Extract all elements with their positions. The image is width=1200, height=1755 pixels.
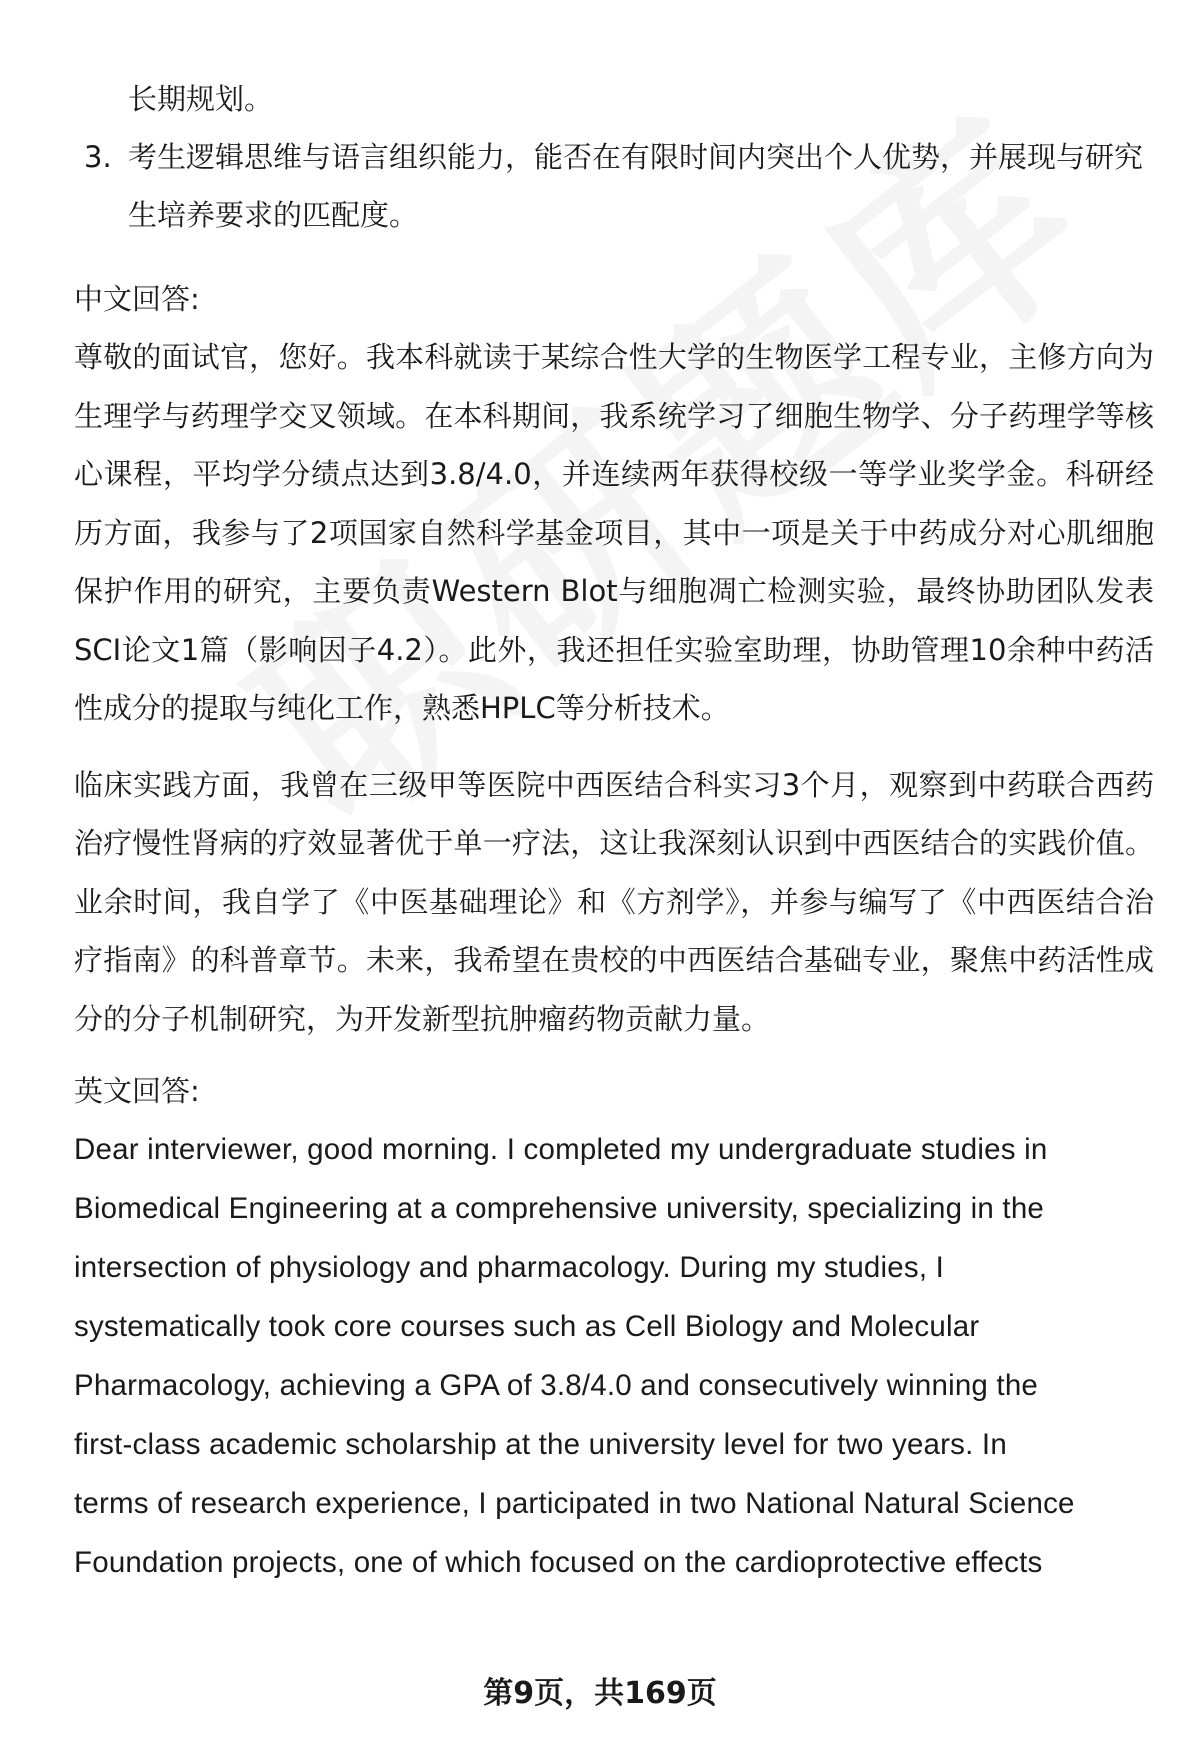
english-line: first-class academic scholarship at the university level for two years. In (74, 1428, 1007, 1461)
english-paragraph (74, 1120, 1154, 1592)
list-continuation: 长期规划。 (128, 82, 274, 116)
page-content (74, 70, 1154, 1592)
chinese-paragraph-2: 临床实践方面，我曾在三级甲等医院中西医结合科实习3个月，观察到中药联合西药治疗慢性肾病的疗效显著优于单一疗法，这让我深刻认识到中西医结合的实践价值。业余时间，我自学了《中医基础理论》和《方剂学》，并参与编写了《中西医结合治疗指南》的科普章节。未来，我希望在贵校的中西医结合基础专业，聚焦中药活性成分的分子机制研究，为开发新型抗肿瘤药物贡献力量。 (74, 767, 1154, 1036)
english-line: Foundation projects, one of which focused on the cardioprotective effects (74, 1546, 1043, 1579)
page-number-footer: 第9页，共169页 (483, 1676, 717, 1711)
english-line: systematically took core courses such as Cell Biology and Molecular (74, 1310, 980, 1343)
english-line: terms of research experience, I participated in two National Natural Science (74, 1487, 1075, 1520)
english-line: Pharmacology, achieving a GPA of 3.8/4.0 and consecutively winning the (74, 1369, 1039, 1402)
list-item (74, 128, 1154, 244)
chinese-paragraph-1: 尊敬的面试官，您好。我本科就读于某综合性大学的生物医学工程专业，主修方向为生理学与药理学交叉领域。在本科期间，我系统学习了细胞生物学、分子药理学等核心课程，平均学分绩点达到3.8/4.0，并连续两年获得校级一等学业奖学金。科研经历方面，我参与了2项国家自然科学基金项目，其中一项是关于中药成分对心肌细胞保护作用的研究，主要负责Western Blot与细胞凋亡检测实验，最终协助团队发表SCI论文1篇（影响因子4.2）。此外，我还担任实验室助理，协助管理10余种中药活性成分的提取与纯化工作，熟悉HPLC等分析技术。 (74, 340, 1154, 725)
english-line: Biomedical Engineering at a comprehensive university, specializing in the (74, 1192, 1045, 1225)
english-answer-label: 英文回答: (74, 1074, 200, 1108)
english-line: intersection of physiology and pharmacology. During my studies, I (74, 1251, 945, 1284)
list-item-text: 考生逻辑思维与语言组织能力，能否在有限时间内突出个人优势，并展现与研究生培养要求的匹配度。 (128, 140, 1144, 232)
english-line: Dear interviewer, good morning. I completed my undergraduate studies in (74, 1133, 1048, 1166)
chinese-answer-label: 中文回答: (74, 282, 200, 316)
list-item-number: 3. (84, 140, 112, 174)
